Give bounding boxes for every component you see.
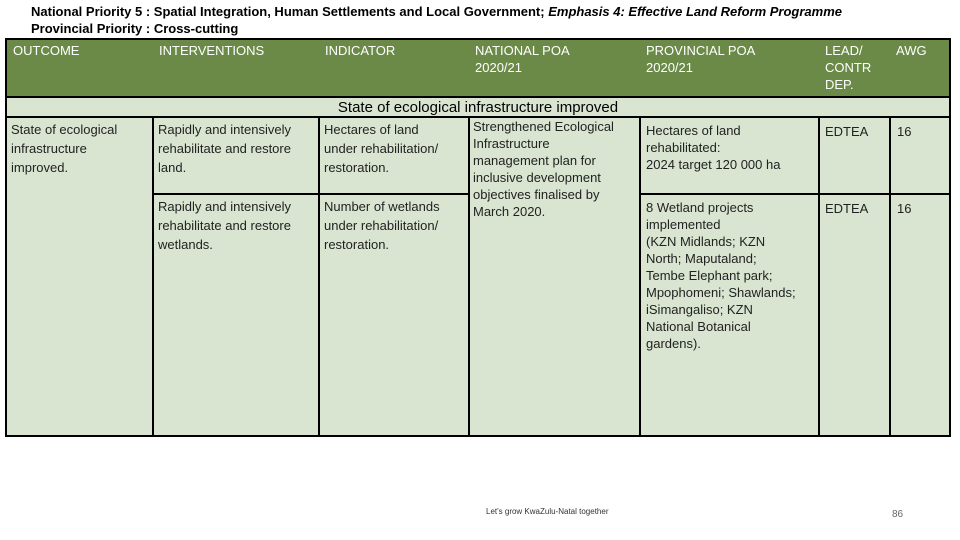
- intervention-cell-land: [158, 120, 291, 177]
- provincial-poa-line: iSimangaliso; KZN: [646, 302, 753, 317]
- intervention-line: land.: [158, 160, 187, 175]
- national-poa-cell: [473, 118, 614, 220]
- national-priority-text: National Priority 5 : Spatial Integration, Human Settlements and Local Government;: [31, 4, 545, 19]
- priority-table: [5, 38, 951, 437]
- provincial-poa-line: implemented: [646, 217, 721, 232]
- provincial-poa-line: Mpophomeni; Shawlands;: [646, 285, 796, 300]
- col-header-lead: [825, 42, 871, 93]
- intervention-cell-wetlands: [158, 197, 291, 254]
- col-header-provincial-poa: [646, 42, 755, 76]
- grid-line: [818, 118, 820, 437]
- indicator-cell-land: [324, 120, 438, 177]
- provincial-poa-label: PROVINCIAL POA: [646, 43, 756, 58]
- intervention-line: rehabilitate and restore: [158, 141, 291, 156]
- col-header-awg: AWG: [896, 43, 927, 58]
- row-divider: [639, 193, 949, 195]
- provincial-priority-heading: Provincial Priority : Cross-cutting: [31, 21, 239, 36]
- indicator-line: restoration.: [324, 237, 390, 252]
- grid-line: [152, 118, 154, 437]
- intervention-line: wetlands.: [158, 237, 213, 252]
- indicator-line: under rehabilitation/: [324, 141, 439, 156]
- provincial-poa-cell-land: [646, 122, 780, 173]
- grid-line: [318, 118, 320, 437]
- provincial-poa-year: 2020/21: [646, 60, 693, 75]
- national-poa-label: NATIONAL POA: [475, 43, 570, 58]
- indicator-line: under rehabilitation/: [324, 218, 439, 233]
- col-header-national-poa: [475, 42, 570, 76]
- provincial-poa-line: gardens).: [646, 336, 701, 351]
- grid-line: [639, 118, 641, 437]
- provincial-poa-line: Tembe Elephant park;: [646, 268, 773, 283]
- provincial-poa-line: Hectares of land: [646, 123, 741, 138]
- outcome-line: infrastructure: [11, 141, 87, 156]
- outcome-cell: [11, 120, 117, 177]
- outcome-line: State of ecological: [11, 122, 118, 137]
- table-header-row: [7, 40, 949, 96]
- awg-cell-land: 16: [897, 124, 912, 139]
- indicator-line: Hectares of land: [324, 122, 419, 137]
- footer-tagline: Let's grow KwaZulu-Natal together: [486, 507, 609, 516]
- page-number: 86: [892, 509, 904, 520]
- awg-cell-wetlands: 16: [897, 201, 912, 216]
- grid-line: [468, 118, 470, 437]
- col-header-interventions: INTERVENTIONS: [159, 43, 265, 58]
- col-header-indicator: INDICATOR: [325, 43, 396, 58]
- national-poa-line: objectives finalised by: [473, 187, 600, 202]
- intervention-line: rehabilitate and restore: [158, 218, 291, 233]
- intervention-line: Rapidly and intensively: [158, 122, 291, 137]
- intervention-line: Rapidly and intensively: [158, 199, 291, 214]
- indicator-cell-wetlands: [324, 197, 440, 254]
- lead-cell-land: EDTEA: [825, 124, 869, 139]
- lead-label-1: LEAD/: [825, 43, 863, 58]
- lead-cell-wetlands: EDTEA: [825, 201, 869, 216]
- section-band: [7, 96, 949, 118]
- lead-label-3: DEP.: [825, 77, 854, 92]
- provincial-poa-line: rehabilitated:: [646, 140, 721, 155]
- outcome-line: improved.: [11, 160, 69, 175]
- national-poa-line: Infrastructure: [473, 136, 550, 151]
- national-poa-line: Strengthened Ecological: [473, 119, 614, 134]
- national-poa-year: 2020/21: [475, 60, 522, 75]
- provincial-poa-line: (KZN Midlands; KZN: [646, 234, 766, 249]
- provincial-poa-line: National Botanical: [646, 319, 751, 334]
- col-header-outcome: OUTCOME: [13, 43, 80, 58]
- indicator-line: restoration.: [324, 160, 390, 175]
- provincial-poa-cell-wetlands: [646, 199, 796, 352]
- provincial-poa-line: 8 Wetland projects: [646, 200, 754, 215]
- national-poa-line: March 2020.: [473, 204, 546, 219]
- provincial-poa-line: North; Maputaland;: [646, 251, 757, 266]
- grid-line: [889, 118, 891, 437]
- provincial-poa-line: 2024 target 120 000 ha: [646, 157, 781, 172]
- lead-label-2: CONTR: [825, 60, 872, 75]
- indicator-line: Number of wetlands: [324, 199, 440, 214]
- section-title: State of ecological infrastructure improved: [337, 99, 619, 116]
- emphasis-text: Emphasis 4: Effective Land Reform Programme: [548, 4, 843, 19]
- national-poa-line: management plan for: [473, 153, 596, 168]
- national-poa-line: inclusive development: [473, 170, 601, 185]
- national-priority-heading: [31, 3, 842, 20]
- row-divider: [152, 193, 468, 195]
